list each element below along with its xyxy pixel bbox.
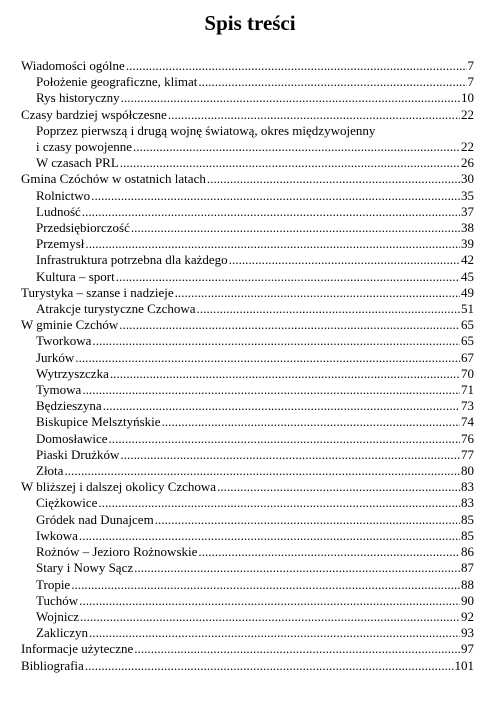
toc-page-number: 87 [461,560,474,576]
toc-entry-label: Infrastruktura potrzebna dla każdego [36,252,228,268]
toc-entry-label: Wojnicz [36,608,79,624]
toc-entry [21,479,474,495]
dot-leader [134,641,460,657]
toc-entry [21,560,474,576]
toc-entry-label: Wytrzyszczka [36,365,109,381]
toc-entry [21,512,474,528]
toc-page-number: 65 [461,317,474,333]
toc-page-number: 7 [467,74,474,90]
dot-leader [85,658,454,674]
toc-entry-label: Ciężkowice [36,495,98,511]
toc-entry [21,188,474,204]
toc-entry-continuation [21,139,474,155]
toc-entry [21,58,474,74]
dot-leader [91,188,460,204]
dot-leader [162,414,460,430]
toc-page-number: 101 [454,657,474,673]
toc-page-number: 65 [461,333,474,349]
dot-leader [155,512,460,528]
toc-entry [21,123,474,139]
toc-entry-label: Będzieszyna [36,398,102,414]
toc-entry-label: Tworkowa [36,333,92,349]
toc-entry-label: Poprzez pierwszą i drugą wojnę światową, okres międzywojenny [36,122,376,138]
dot-leader [120,155,460,171]
toc-page-number: 97 [461,641,474,657]
dot-leader [108,431,460,447]
toc-entry [21,447,474,463]
toc-page-number: 30 [461,171,474,187]
dot-leader [207,171,460,187]
toc-entry [21,609,474,625]
toc-entry [21,107,474,123]
toc-entry [21,641,474,657]
dot-leader [229,252,460,268]
toc-entry-label: Przedsiębiorczość [36,220,130,236]
toc-page-number: 42 [461,252,474,268]
toc-entry [21,398,474,414]
toc-entry [21,382,474,398]
toc-entry-label: Biskupice Melsztyńskie [36,414,161,430]
toc-entry [21,317,474,333]
dot-leader [80,609,460,625]
toc-entry-label: Czasy bardziej współczesne [21,106,167,122]
toc-page-number: 73 [461,398,474,414]
toc-entry-label: Tymowa [36,382,82,398]
toc-entry-label: Iwkowa [36,527,78,543]
dot-leader [133,139,460,155]
toc-entry-label: Turystyka – szanse i nadzieje [21,284,174,300]
toc-page-number: 76 [461,430,474,446]
toc-page-number: 85 [461,527,474,543]
toc-entry-label: Położenie geograficzne, klimat [36,74,198,90]
dot-leader [79,528,460,544]
dot-leader [198,544,460,560]
dot-leader [197,301,460,317]
toc-entry-label: Tuchów [36,592,79,608]
toc-entry [21,463,474,479]
dot-leader [75,350,460,366]
dot-leader [103,398,460,414]
dot-leader [198,74,466,90]
toc-page-number: 86 [461,544,474,560]
toc-page-number: 7 [467,58,474,73]
toc-page-number: 92 [461,608,474,624]
dot-leader [79,593,460,609]
toc-page-number: 35 [461,187,474,203]
toc-page-number: 39 [461,236,474,252]
toc-page-number: 83 [461,479,474,495]
toc-entry-label: Atrakcje turystyczne Czchowa [36,301,196,317]
toc-entry-label: Rolnictwo [36,187,91,203]
dot-leader [217,479,460,495]
toc-entry-label: i czasy powojenne [36,139,133,155]
toc-page-number: 90 [461,592,474,608]
dot-leader [121,90,460,106]
toc-entry [21,90,474,106]
toc-entry [21,431,474,447]
toc-entry [21,301,474,317]
toc-entry-label: Przemysł [36,236,85,252]
toc-entry-label: Zakliczyn [36,625,88,641]
dot-leader [168,107,460,123]
toc-entry-label: W gminie Czchów [21,317,119,333]
dot-leader [119,317,460,333]
toc-entry [21,155,474,171]
dot-leader [82,204,460,220]
dot-leader [89,625,460,641]
toc-entry [21,236,474,252]
toc-page-number: 49 [461,284,474,300]
toc-entry-label: Bibliografia [21,657,84,673]
toc-entry-label: Rys historyczny [36,90,120,106]
toc-page-number: 38 [461,220,474,236]
toc-entry-label: Ludność [36,203,81,219]
dot-leader [98,495,460,511]
toc-page-number: 67 [461,349,474,365]
toc-entry [21,171,474,187]
toc-entry [21,593,474,609]
dot-leader [71,577,460,593]
toc-page-number: 88 [461,576,474,592]
toc-page-number: 10 [461,90,474,106]
toc-entry-label: W czasach PRL [36,155,119,171]
toc-page-number: 74 [461,414,474,430]
toc-page-number: 22 [461,139,474,155]
toc-entry-label: Gmina Czóchów w ostatnich latach [21,171,206,187]
toc-entry-label: Wiadomości ogólne [21,58,125,73]
toc-entry [21,350,474,366]
toc-entry [21,658,474,674]
toc-page-number: 83 [461,495,474,511]
dot-leader [126,58,467,74]
table-of-contents [21,58,474,674]
toc-entry-label: Jurków [36,349,75,365]
toc-entry [21,269,474,285]
dot-leader [134,560,460,576]
toc-entry [21,252,474,268]
toc-page-number: 70 [461,365,474,381]
dot-leader [131,220,460,236]
toc-page-number: 93 [461,625,474,641]
dot-leader [110,366,460,382]
toc-entry-label: Informacje użyteczne [21,641,134,657]
dot-leader [120,447,460,463]
toc-entry-label: Gródek nad Dunajcem [36,511,154,527]
toc-entry-label: Tropie [36,576,71,592]
dot-leader [64,463,460,479]
toc-entry [21,625,474,641]
toc-entry-label: Stary i Nowy Sącz [36,560,134,576]
toc-entry-label: Kultura – sport [36,268,115,284]
dot-leader [82,382,460,398]
toc-page-number: 71 [461,382,474,398]
toc-entry [21,285,474,301]
dot-leader [175,285,460,301]
toc-entry [21,220,474,236]
dot-leader [92,333,460,349]
toc-entry [21,577,474,593]
toc-page-number: 77 [461,446,474,462]
toc-entry-label: Domosławice [36,430,108,446]
toc-entry [21,414,474,430]
toc-entry-label: Piaski Drużków [36,446,120,462]
toc-entry-label: W bliższej i dalszej okolicy Czchowa [21,479,217,495]
toc-page-number: 45 [461,268,474,284]
toc-page-number: 85 [461,511,474,527]
toc-page-number: 37 [461,203,474,219]
toc-entry-label: Rożnów – Jezioro Rożnowskie [36,544,198,560]
toc-entry-label: Złota [36,463,64,479]
toc-entry [21,366,474,382]
toc-entry [21,74,474,90]
toc-page-number: 80 [461,463,474,479]
toc-entry [21,495,474,511]
toc-entry [21,528,474,544]
dot-leader [116,269,460,285]
toc-page-number: 51 [461,301,474,317]
toc-page-number: 26 [461,155,474,171]
toc-entry [21,204,474,220]
dot-leader [85,236,460,252]
toc-entry [21,333,474,349]
page-title: Spis treści [204,11,296,35]
toc-entry [21,544,474,560]
toc-page-number: 22 [461,106,474,122]
